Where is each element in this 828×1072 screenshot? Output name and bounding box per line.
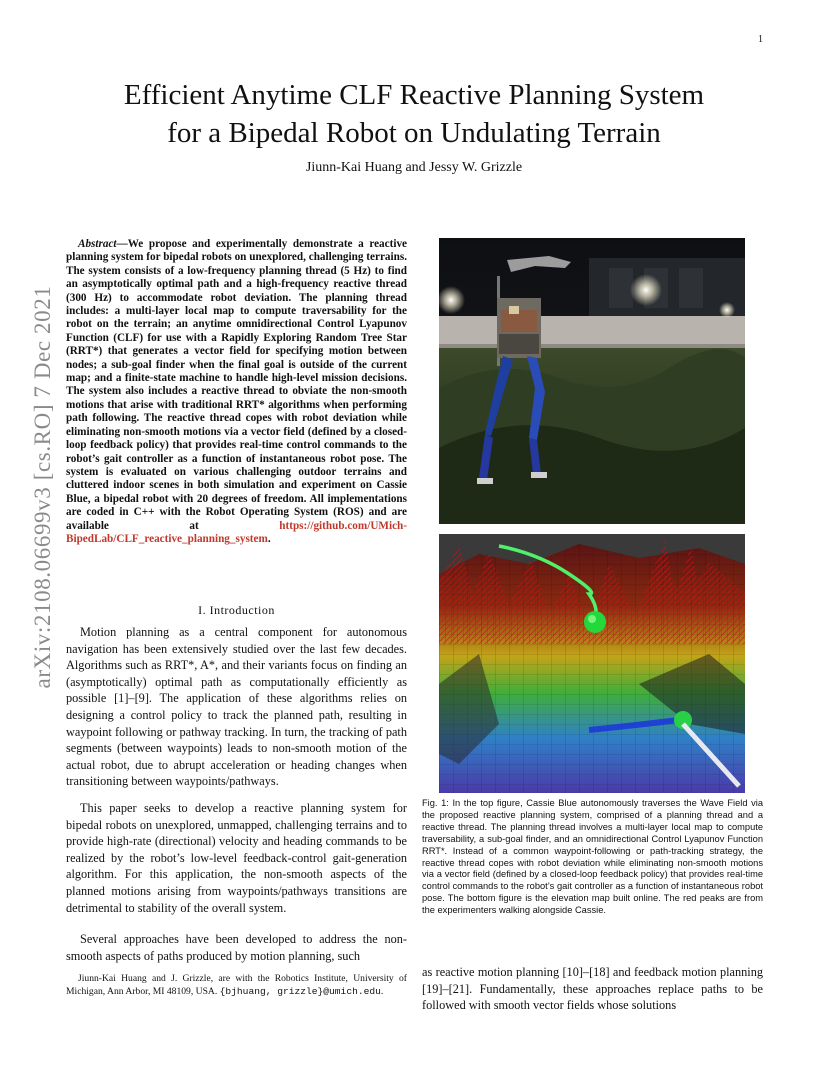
authors: Jiunn-Kai Huang and Jessy W. Grizzle — [305, 160, 523, 175]
paper-title — [0, 76, 828, 152]
robot-photo-illustration — [439, 238, 745, 524]
footnote-end: . — [380, 985, 384, 997]
footnote — [66, 973, 407, 998]
footnote-text: Jiunn-Kai Huang and J. Grizzle, are with the Robotics Institute, University of Michigan, Ann Arbor, MI 48109, USA. — [66, 973, 407, 997]
figure-caption: Fig. 1: In the top figure, Cassie Blue autonomously traverses the Wave Field via the proposed reactive planning system, comprised of a planning thread and a reactive thread. The planning thread involves a multi-layer local map to compute traversability, a sub-goal finder, and an omnidirectional Control Lyapunov Function RRT*. Instead of a common waypoint-following or path-tracking strategy, the reactive thread copes with robot deviation while eliminating non-smooth motions via a vector field (defined by a closed-loop feedback policy) that provides real-time control commands to the robot’s gait controller as a function of instantaneous robot pose. The bottom figure is the elevation map built online. The red peaks are from the experimenters walking alongside Cassie. — [422, 798, 763, 916]
elevation-map-illustration — [439, 534, 745, 793]
github-link[interactable]: https://github.com/UMich-BipedLab/CLF_reactive_planning_system — [66, 519, 407, 545]
arxiv-watermark: arXiv:2108.06699v3 [cs.RO] 7 Dec 2021 — [30, 285, 55, 689]
page-number: 1 — [758, 34, 763, 45]
robot-photo — [439, 238, 745, 524]
paragraph-3: Several approaches have been developed to address the non-smooth aspects of paths produced by motion planning, such — [66, 932, 407, 963]
paragraph-2: This paper seeks to develop a reactive planning system for bipedal robots on unexplored, unmapped, challenging terrains and to provide high-rate (directional) velocity and heading commands to be realized by the robot’s low-level feedback-control gait-generation algorithm. For this application, the non-smooth aspects of the planned motions arising from waypoints/pathways transitions are detrimental to stability of the overall system. — [66, 801, 407, 915]
elevation-map — [439, 534, 745, 793]
title-line-2: for a Bipedal Robot on Undulating Terrain — [167, 117, 661, 149]
paragraph-1: Motion planning as a central component for autonomous navigation has been extensively studied over the last few decades. Algorithms such as RRT*, A*, and their variants focus on finding an (asymptotically) optimal path as computationally efficiently as possible [1]–[9]. The application of these algorithms relies on designing a control policy to track the planned path, resulting in waypoint following or pathway tracking. In turn, the tracking of path segments (between waypoints) leads to non-smooth motion of the actual robot, due to abrupt acceleration or heading changes when transitioning between waypoints/pathways. — [66, 625, 407, 789]
footnote-emails: {bjhuang, grizzle}@umich.edu — [219, 985, 381, 997]
right-column-text: as reactive motion planning [10]–[18] and feedback motion planning [19]–[21]. Fundamentally, these approaches replace paths to be followed with smooth vector fields whose solutions — [422, 965, 763, 1013]
abstract-text: —We propose and experimentally demonstrate a reactive planning system for bipedal robots on unexplored, challenging terrains. The system consists of a low-frequency planning thread (5 Hz) to find an asymptotically optimal path and a high-frequency reactive thread (300 Hz) to accommodate robot deviation. The planning thread includes: a multi-layer local map to compute traversability for the robot on the terrain; an anytime omnidirectional Control Lyapunov Function (CLF) for use with a Rapidly Exploring Random Tree Star (RRT*) that generates a vector field for specifying motion between nodes; a sub-goal finder when the final goal is outside of the current map; and a finite-state machine to handle high-level mission decisions. The system also includes a reactive thread to obviate the non-smooth motions that arise with traditional RRT* algorithms when performing path following. The reactive thread copes with robot deviation while eliminating non-smooth motions via a vector field (defined by a closed-loop feedback policy) that provides real-time control commands to the robot’s gait controller as a function of instantaneous robot pose. The system is evaluated on various challenging outdoor terrains and cluttered indoor scenes in both simulation and experiment on Cassie Blue, a bipedal robot with 20 degrees of freedom. All implementations are coded in C++ with the Robot Operating System (ROS) and are available at — [66, 238, 407, 532]
abstract-end: . — [267, 532, 271, 545]
abstract-label: Abstract — [78, 238, 117, 250]
section-heading: I. Introduction — [198, 603, 275, 617]
abstract — [66, 238, 407, 546]
title-line-1: Efficient Anytime CLF Reactive Planning System — [123, 79, 705, 111]
